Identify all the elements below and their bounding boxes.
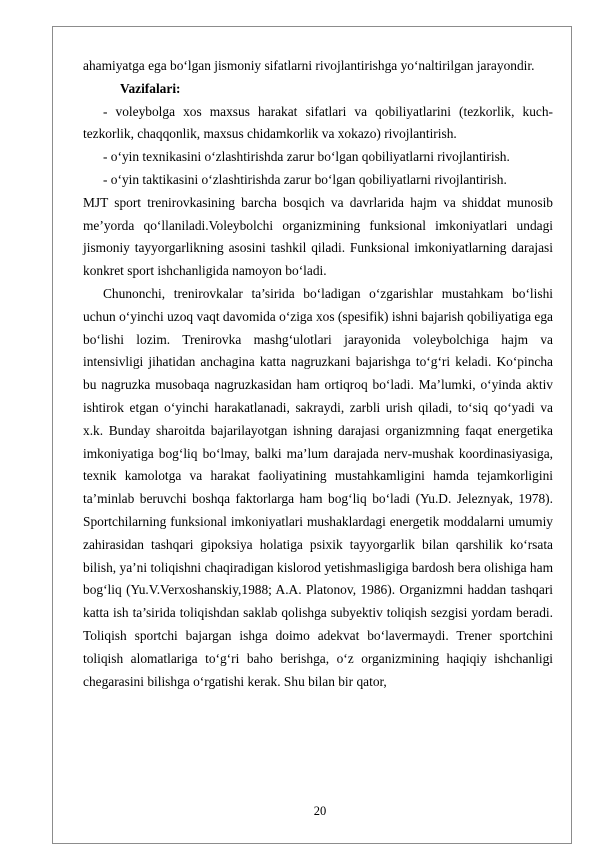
document-body <box>83 55 553 693</box>
task-item-3: - o‘yin taktikasini o‘zlashtirishda zarur bo‘lgan qobiliyatlarni rivojlantirish. <box>103 171 507 187</box>
task-item-1: - voleybolga xos maxsus harakat sifatlari va qobiliyatlarini (tezkorlik, kuch-tezkorlik, chaqqonlik, maxsus chidamkorlik va xokazo) rivojlantirish. <box>83 103 553 142</box>
mjt-paragraph: MJT sport trenirovkasining barcha bosqich va davrlarida hajm va shiddat munosib me’yorda qo‘llaniladi.Voleybolchi organizmining funksional imkoniyatlari undagi jismoniy tayyorgarlikning asosini tashkil qiladi. Funksional imkoniyatlarning darajasi konkret sport ishchanligida namoyon bo‘ladi. <box>83 194 553 279</box>
task-item-2: - o‘yin texnikasini o‘zlashtirishda zarur bo‘lgan qobiliyatlarni rivojlantirish. <box>103 149 510 165</box>
section-heading: Vazifalari: <box>120 80 181 96</box>
intro-paragraph: ahamiyatga ega bo‘lgan jismoniy sifatlarni rivojlantirishga yo‘naltirilgan jarayondir. <box>83 58 535 73</box>
page-number: 20 <box>313 804 327 818</box>
main-paragraph: Chunonchi, trenirovkalar ta’sirida bo‘ladigan o‘zgarishlar mustahkam bo‘lishi uchun o‘yinchi uzoq vaqt davomida o‘ziga xos (spesifik) ishni bajarish qobiliyatiga ega bo‘lishi lozim. Trenirovka mashg‘ulotlari jarayonida voleybolchiga hajm va intensivligi jihatidan anchagina katta nagruzkani bajarishga to‘g‘ri keladi. Ko‘pincha bu nagruzka musobaqa nagruzkasidan ham ortiqroq bo‘ladi. Ma’lumki, o‘yinda aktiv ishtirok etgan o‘yinchi harakatlanadi, sakraydi, zarbli urish qiladi, to‘siq qo‘yadi va x.k. Bunday sharoitda bajarilayotgan ishning darajasi organizmning faqat energetika imkoniyatiga bog‘liq bo‘lmay, balki ma’lum darajada nerv-mushak koordinasiyasiga, texnik kamolotga va harakat faoliyatining mustahkamligini hamda tejamkorligini ta’minlab beruvchi boshqa faktorlarga ham bog‘liq bo‘ladi (Yu.D. Jeleznyak, 1978). Sportchilarning funksional imkoniyatlari mushaklardagi energetik moddalarni umumiy zahirasidan tashqari gipoksiya holatiga psixik tayyorgarlik bilan qarshilik ko‘rsata bilish, ya’ni toliqishni chaqiradigan kislorod yetishmasligiga bardosh bera olishiga ham bog‘liq (Yu.V.Verxoshanskiy,1988; A.A. Platonov, 1986). Organizmni haddan tashqari katta ish ta’sirida toliqishdan saklab qolishga subyektiv toliqish sezgisi yordam beradi. Toliqish sportchi bajargan ishga doimo adekvat bo‘lavermaydi. Trener sportchini toliqish alomatlariga to‘g‘ri baho berishga, o‘z organizmining haqiqiy ishchanligi chegarasini bilishga o‘rgatishi kerak. Shu bilan bir qator, <box>83 285 553 689</box>
